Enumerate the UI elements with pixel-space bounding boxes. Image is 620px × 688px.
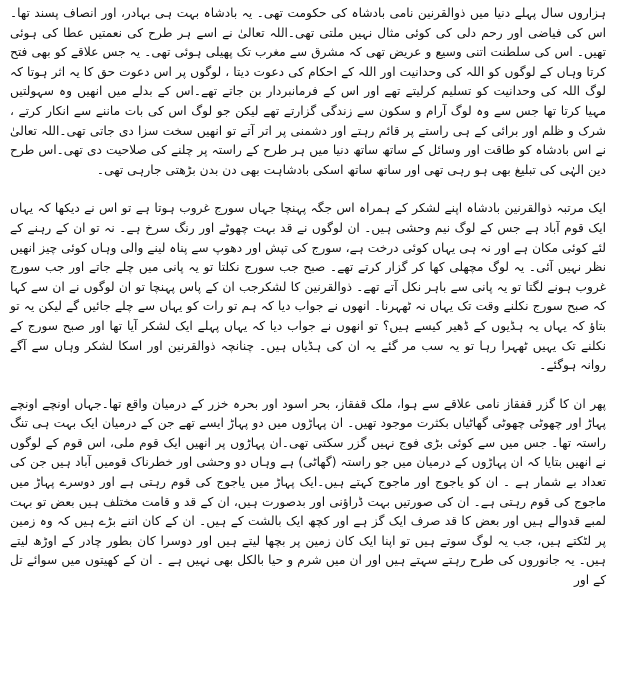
paragraph-sunset-land: ایک مرتبہ ذوالقرنین بادشاہ اپنے لشکر کے ہمراہ اس جگہ پہنچا جہاں سورج غروب ہوتا ہے تو اس نے دیکھا کہ یہاں ایک قوم آباد ہے جس کے لوگ نیم وحشی ہیں۔ ان لوگوں نے قد بہت چھوٹے اور رنگ سرخ ہے۔ نہ تو ان کے رہنے کے لئے کوئی مکان ہے اور نہ ہی یہاں کوئی درخت ہے، سورج کی تپش اور دھوپ سے پناہ لینے والی وہاں کوئی چیز انھیں نظر نہیں آئی۔ یہ لوگ مچھلی کھا کر گزار کرتے تھے۔ صبح جب سورج نکلتا تو یہ پانی میں چلے جاتے اور جب سورج غروب ہونے لگتا تو یہ پانی سے باہر نکل آتے تھے۔ ذوالقرنین کا لشکرجب ان کے پاس پہنچا تو ان لوگوں نے ان سے کہا کہ صبح سورج نکلنے وقت تک یہاں نہ ٹھہرنا۔ انھوں نے جواب دیا کہ ہم تو رات کو یہاں سے چلے جائیں گے لیکن یہ تو بتاؤ کہ یہاں یہ ہڈیوں کے ڈھیر کیسے ہیں؟ تو انھوں نے جواب دیا کہ یہاں پہلے ایک لشکر آیا تھا اور صبح سورج کے نکلنے تک یہیں ٹھہرا رہا تو یہ سب مر گئے یہ ان کی ہڈیاں ہیں۔ چنانچہ ذوالقرنین اور اسکا لشکر وہاں سے آگے روانہ ہوگئے۔ — [10, 201, 606, 373]
paragraph-caucasus-gog-magog: پھر ان کا گزر قفقاز نامی علاقے سے ہوا، ملک قفقاز، بحر اسود اور بحرہ خزر کے درمیان واقع تھا۔جہاں اونچے اونچے پہاڑ اور چھوٹی چھوٹی گھاٹیاں بکثرت موجود تھیں۔ ان پہاڑوں میں دو پہاڑ ایسے تھے جن کے درمیان ایک بہت ہی تنگ راستہ تھا۔ جس میں سے کوئی بڑی فوج نہیں گزر سکتی تھی۔ان پہاڑوں پر انھیں ایک قوم ملی، اس قوم کے لوگوں نے انھیں بتایا کہ ان پہاڑوں کے درمیان میں جو راستہ (گھاٹی) ہے وہاں دو وحشی اور خطرناک قومیں آباد ہیں جن کی تعداد بے شمار ہے ۔ ان کو یاجوج اور ماجوج کہتے ہیں۔ایک پہاڑ میں یاجوج کی قوم رہتی ہے اور دوسرے پہاڑ میں ماجوج کی قوم رہتی ہے۔ ان کی صورتیں بہت ڈراؤنی اور بدصورت ہیں، ان کے قد و قامت مختلف ہیں بعض تو بہت لمبے قدوالے ہیں اور بعض کا قد صرف ایک گز ہے اور کچھ ایک بالشت کے ہیں۔ ان کے کان اتنے بڑے ہیں کہ وہ زمین پر لٹکتے ہیں، جب یہ لوگ سوتے ہیں تو اپنا ایک کان زمین پر بچھا لیتے ہیں اور دوسرا کان بطور چادر کے اوڑھ لیتے ہیں۔ یہ جانوروں کی طرح رہتے سہتے ہیں اور ان میں شرم و حیا بالکل بھی نہیں ہے ۔ ان کے کھیتوں میں سوائے تل کے اور — [10, 396, 606, 588]
paragraph-king-dhul-qarnayn: ہزاروں سال پہلے دنیا میں ذوالقرنین نامی بادشاہ کی حکومت تھی۔ یہ بادشاہ بہت ہی بہادر، اور انصاف پسند تھا۔اس کی فیاضی اور رحم دلی کی کوئی مثال نہیں ملتی تھی۔اللہ تعالیٰ نے اسے ہر طرح کی نعمتیں عطا کی ہوئی تھیں۔ اس کی سلطنت اتنی وسیع و عریض تھی کہ مشرق سے مغرب تک پھیلی ہوئی تھی۔ یہ جس علاقے کو بھی فتح کرتا وہاں کے لوگوں کو اللہ کی وحدانیت اور اللہ کے احکام کی دعوت دیتا ، لوگوں پر اس دعوت حق کا یہ اثر ہوتا کہ لوگ اللہ کی وحدانیت کو تسلیم کرلیتے تھے اور اس کے فرمانبردار بن جاتے تھے۔اس کے بدلے میں انھیں وہ سہولتیں مہیا کرتا تھا جس سے وہ لوگ آرام و سکون سے زندگی گزارتے تھے لیکن جو لوگ اس کی بات ماننے سے انکار کرتے ، شرک و ظلم اور برائی کے ہی راستے پر قائم رہتے اور دشمنی پر اتر آتے تو انھیں سخت سزا دی جاتی تھی۔اللہ تعالیٰ نے اس بادشاہ کو طاقت اور وسائل کے ساتھ ساتھ دنیا میں ہر طرح کے راستہ پر چلنے کی صلاحیت دی تھی۔اس طرح دین الہٰی کی تبلیغ بھی ہو رہی تھی اور ساتھ ساتھ اسکی بادشاہت بھی دن بدن بڑھتی جارہی تھی۔ — [10, 6, 606, 177]
